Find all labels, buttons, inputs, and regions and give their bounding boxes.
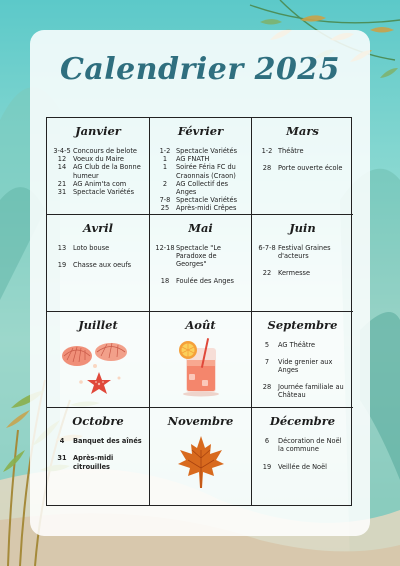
event-text: Chasse aux oeufs: [73, 260, 132, 269]
maple-leaf-icon: [176, 434, 226, 490]
calendar-grid: [46, 117, 352, 506]
event-text: Journée familiale au Château: [278, 383, 344, 400]
event-text: Festival Graines d'acteurs: [278, 243, 331, 260]
event-day: 5: [264, 340, 270, 349]
event-text: AG Club de la Bonne humeur: [73, 163, 141, 180]
event-row: [256, 383, 349, 399]
event-text: AG FNATH: [176, 155, 210, 164]
month-name: Août: [185, 317, 216, 332]
month-name: Juillet: [78, 317, 118, 332]
event-row: [154, 163, 247, 179]
event-day: 22: [262, 269, 272, 278]
event-row: [154, 277, 247, 285]
event-row: [256, 463, 349, 471]
event-row: [51, 437, 145, 445]
event-row: [256, 147, 349, 155]
event-text: Soirée Féria FC du Craonnais (Craon): [176, 163, 236, 180]
event-day: 12-18: [155, 243, 175, 252]
page-title: Calendrier 2025: [59, 52, 341, 87]
event-day: 6-7-8: [258, 243, 276, 252]
event-text: Foulée des Anges: [176, 277, 234, 286]
month-name: Octobre: [72, 414, 124, 429]
event-text: Spectacle Variétés: [176, 147, 238, 155]
month-name: Novembre: [167, 414, 234, 429]
event-text: Porte ouverte école: [278, 164, 343, 173]
event-text: Loto bouse: [73, 243, 110, 252]
month-cell-juin: [252, 215, 353, 312]
month-name: Mai: [188, 220, 213, 235]
event-row: [154, 196, 247, 204]
month-name: Février: [177, 124, 224, 138]
event-text: AG Collectif des Anges: [176, 179, 229, 197]
event-day: 19: [262, 462, 272, 471]
month-name: Décembre: [269, 414, 336, 429]
event-row: [51, 244, 145, 252]
event-row: [51, 261, 145, 269]
event-day: 21: [57, 179, 67, 188]
event-day: 1-2: [159, 147, 171, 155]
event-day: 2: [162, 179, 168, 188]
event-text: Vide grenier aux Anges: [278, 357, 333, 374]
month-cell-janvier: [47, 118, 150, 215]
month-name: Mars: [286, 124, 319, 138]
month-cell-fevrier: [150, 118, 252, 215]
event-day: 1: [162, 163, 168, 172]
month-cell-septembre: [252, 312, 353, 409]
event-row: [256, 358, 349, 374]
event-day: 28: [262, 383, 272, 392]
event-text: Spectacle Variétés: [176, 196, 238, 205]
event-row: [154, 155, 247, 163]
event-day: 18: [160, 277, 170, 286]
event-row: [51, 155, 145, 163]
month-cell-octobre: [47, 408, 150, 505]
month-cell-novembre: [150, 408, 252, 505]
month-name: Septembre: [267, 317, 338, 332]
event-day: 25: [160, 204, 170, 213]
cocktail-glass-icon: [176, 338, 226, 398]
event-row: [51, 188, 145, 196]
event-day: 13: [57, 243, 67, 252]
month-cell-decembre: [252, 408, 353, 505]
event-row: [51, 180, 145, 188]
event-text: Après-midi citrouilles: [73, 454, 114, 471]
event-row: [51, 147, 145, 155]
event-row: [256, 164, 349, 172]
event-text: Banquet des aînés: [73, 437, 142, 446]
month-cell-juillet: [47, 312, 150, 409]
event-row: [256, 437, 349, 453]
event-row: [154, 147, 247, 155]
month-cell-mars: [252, 118, 353, 215]
event-day: 7: [264, 357, 270, 366]
event-row: [154, 244, 247, 269]
event-row: [256, 244, 349, 260]
event-day: 3-4-5: [53, 147, 71, 155]
event-row: [51, 163, 145, 179]
event-text: Décoration de Noël la commune: [278, 437, 342, 454]
month-cell-avril: [47, 215, 150, 312]
event-row: [51, 454, 145, 470]
event-row: [256, 269, 349, 277]
event-text: Spectacle "Le Paradoxe de Georges": [176, 243, 221, 269]
event-day: 7-8: [159, 196, 171, 205]
event-day: 14: [57, 163, 67, 172]
event-text: Concours de belote: [73, 147, 137, 155]
event-text: Spectacle Variétés: [73, 188, 135, 197]
event-text: Kermesse: [278, 269, 311, 278]
event-day: 31: [57, 454, 67, 463]
month-cell-aout: [150, 312, 252, 409]
event-text: Veillée de Noël: [278, 462, 327, 471]
event-row: [256, 341, 349, 349]
event-text: AG Théâtre: [278, 340, 316, 349]
event-day: 12: [57, 155, 67, 164]
event-text: Théâtre: [278, 147, 304, 155]
month-name: Juin: [289, 220, 316, 235]
event-text: Après-midi Crêpes: [176, 204, 237, 213]
event-day: 4: [59, 437, 65, 446]
event-day: 1-2: [261, 147, 273, 155]
month-cell-mai: [150, 215, 252, 312]
event-day: 19: [57, 260, 67, 269]
seashells-starfish-icon: [59, 338, 137, 398]
event-day: 31: [57, 188, 67, 197]
event-row: [154, 180, 247, 196]
month-name: Janvier: [75, 124, 121, 138]
event-row: [154, 204, 247, 212]
event-day: 28: [262, 164, 272, 173]
event-text: Voeux du Maire: [73, 155, 124, 164]
event-text: AG Anim'ta com: [73, 179, 127, 188]
event-day: 1: [162, 155, 168, 164]
month-name: Avril: [83, 220, 113, 235]
event-day: 6: [264, 437, 270, 446]
